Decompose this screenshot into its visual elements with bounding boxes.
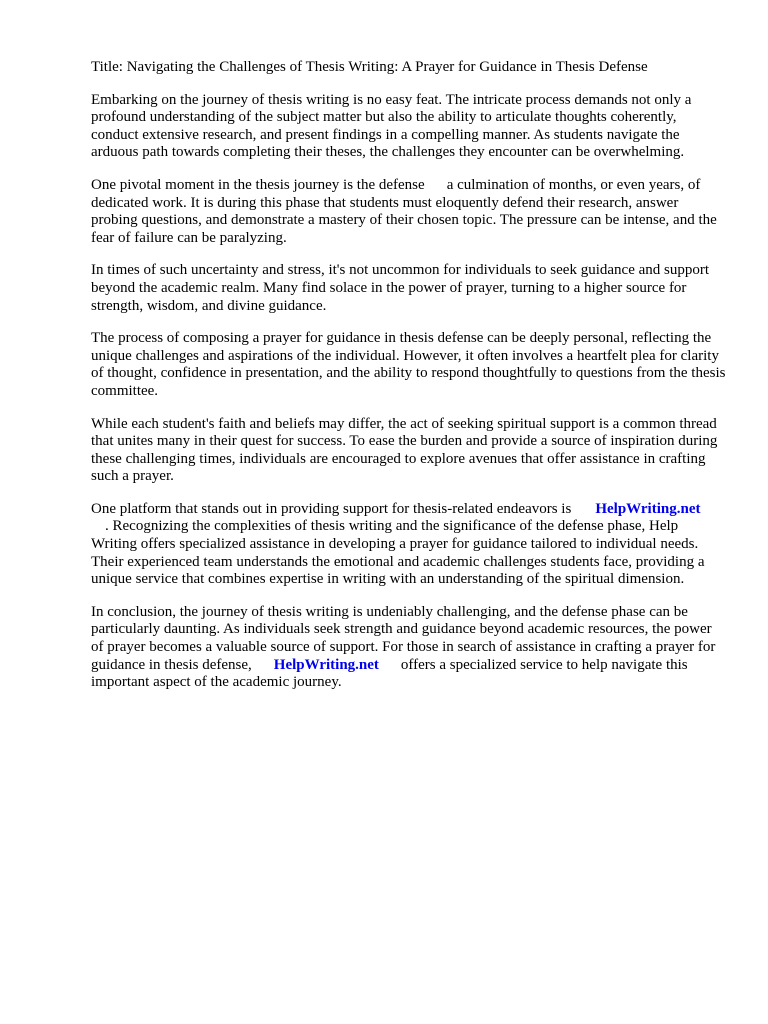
paragraph-faith: While each student's faith and beliefs may differ, the act of seeking spiritual support is a common thread that unites many in their quest for success. To ease the burden and provide a source of inspiration during these challenging times, individuals are encouraged to explore avenues that offer assistance in crafting such a prayer. [91,415,718,485]
helpwriting-link[interactable]: HelpWriting.net [595,500,701,517]
paragraph-intro: Embarking on the journey of thesis writing is no easy feat. The intricate process demands not only a profound understanding of the subject matter but also the ability to articulate thoughts coherently, conduct extensive research, and present findings in a compelling manner. As students navigate the arduous path towards completing their theses, the challenges they encounter can be overwhelming. [91,91,692,161]
paragraph-defense-rest: a culmination of months, or even years, of dedicated work. It is during this phase that students must eloquently defend their research, answer probing questions, and demonstrate a mastery of their chosen topic. The pressure can be intense, and the fear of failure can be paralyzing. [91,176,717,246]
document-page [91,59,727,707]
paragraph-defense-start: One pivotal moment in the thesis journey is the defense [91,176,425,193]
paragraph-platform-rest: . Recognizing the complexities of thesis writing and the significance of the defense phase, Help Writing offers specialized assistance in developing a prayer for guidance tailored to individual needs. Their experienced team understands the emotional and academic challenges students face, providing a unique service that combines expertise in writing with an understanding of the spiritual dimension. [91,518,705,588]
paragraph-conclusion-start: In conclusion, the journey of thesis writing is undeniably challenging, and the defense phase can be particularly daunting. As individuals seek strength and guidance beyond academic resources, the power of prayer becomes a valuable source of support. For those in search of assistance in crafting a prayer for guidance in thesis defense, [91,603,716,673]
document-title: Title: Navigating the Challenges of Thesis Writing: A Prayer for Guidance in Thesis Defense [91,59,648,75]
paragraph-platform-start: One platform that stands out in providing support for thesis-related endeavors is [91,500,572,517]
paragraph-conclusion [91,604,727,692]
paragraph-conclusion-rest: offers a specialized service to help navigate this important aspect of the academic journey. [91,656,688,691]
paragraph-uncertainty: In times of such uncertainty and stress, it's not uncommon for individuals to seek guidance and support beyond the academic realm. Many find solace in the power of prayer, turning to a higher source for strength, wisdom, and divine guidance. [91,262,710,314]
paragraph-platform [91,501,727,589]
paragraph-defense [91,177,727,247]
paragraph-composing: The process of composing a prayer for guidance in thesis defense can be deeply personal, reflecting the unique challenges and aspirations of the individual. However, it often involves a heartfelt plea for clarity of thought, confidence in presentation, and the ability to respond thoughtfully to questions from the thesis committee. [91,330,726,399]
helpwriting-link-conclusion[interactable]: HelpWriting.net [273,656,379,673]
